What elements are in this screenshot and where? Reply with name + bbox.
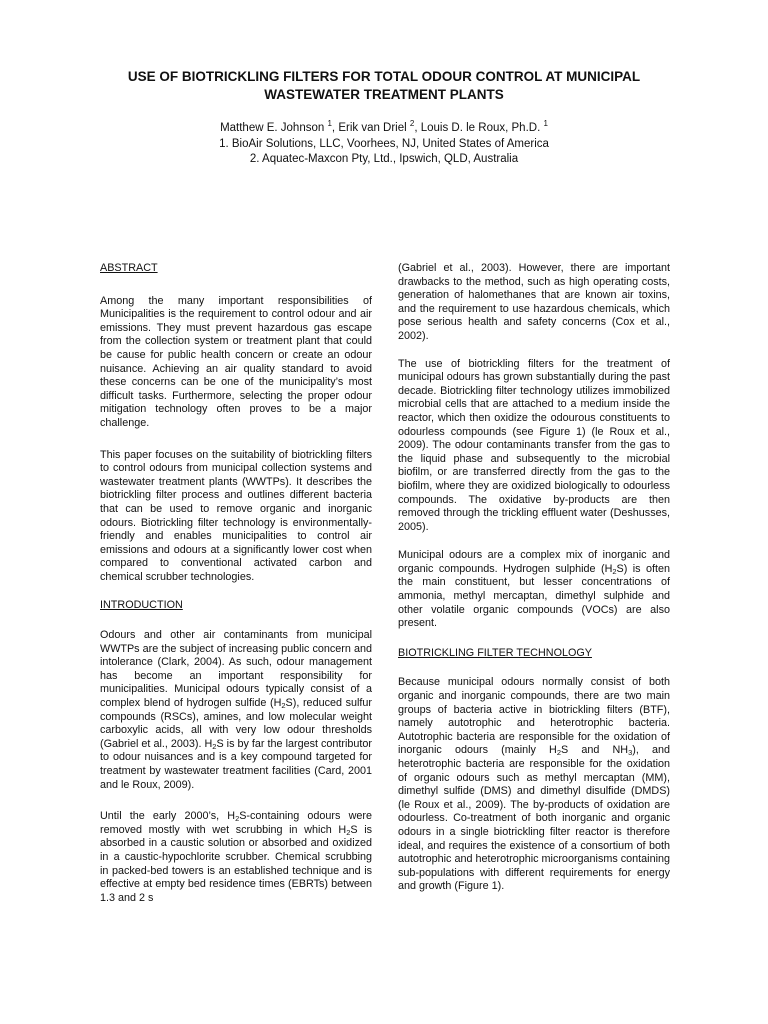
subscript: 3: [628, 748, 633, 758]
text-segment: Municipal odours are a complex mix of inorganic and organic compounds. Hydrogen sulphide (H: [398, 549, 670, 575]
body-paragraph: The use of biotrickling filters for the treatment of municipal odours has grown substantially during the past decade. Biotrickling filter technology utilizes immobilized microbial cells that are attached to a medium inside the reactor, which then oxidize the odourous constituents to odourless compounds (see Figure 1) (le Roux et al., 2009). The odour contaminants transfer from the gas to the liquid phase and subsequently to the microbial biofilm, or are transferred directly from the gas to the biofilm, where they are oxidized biologically to odourless compounds. The oxidative by-products are then removed through the trickling effluent water (Deshusses, 2005).: [398, 357, 670, 533]
abstract-heading: ABSTRACT: [100, 262, 158, 274]
affiliation-mark: 2: [409, 119, 415, 128]
title-line-2: WASTEWATER TREATMENT PLANTS: [264, 87, 504, 102]
left-column: [100, 262, 372, 905]
introduction-paragraph: [100, 629, 372, 792]
subscript: 2: [212, 741, 217, 751]
author-separator: ,: [331, 122, 339, 134]
abstract-paragraph: Among the many important responsibilities of Municipalities is the requirement to control odour and air emissions. They must prevent hazardous gas escape from the collection system or treatment plant that could be cause for public health concern or create an odour nuisance. Achieving an air quality standard to avoid these concerns can be one of the municipality’s most difficult tasks. Furthermore, selecting the proper odour mitigation technology often proves to be a major challenge.: [100, 294, 372, 429]
paper-title: [80, 68, 688, 104]
subscript: 2: [612, 566, 617, 576]
text-segment: S), reduced sulfur compounds (RSCs), amines, and low molecular weight carboxylic acids, all with very low odour thresholds (Gabriel et al., 2003). H: [100, 697, 373, 750]
subscript: 2: [281, 701, 286, 711]
author-name: Matthew E. Johnson: [220, 122, 325, 134]
biotrickling-heading: BIOTRICKLING FILTER TECHNOLOGY: [398, 646, 592, 659]
text-segment: S and NH: [561, 744, 629, 757]
text-segment: ), and heterotrophic bacteria are responsible for the oxidation of organic odours such as methyl mercaptan (MM), dimethyl sulfide (DMS) and dimethyl disulfide (DMDS) (le Roux et al., 2009). The by-products of oxidation are odourless. Co-treatment of both inorganic and organic odours in a single biotrickling filter reactor is therefore ideal, and requires the existence of a consortium of both autotrophic and heterotrophic microorganisms containing sub-populations with different requirements for energy and growth (Figure 1).: [398, 744, 671, 893]
right-column: [398, 262, 670, 894]
text-segment: Odours and other air contaminants from municipal WWTPs are the subject of increasing public concern and intolerance (Clark, 2004). As such, odour management has become an important responsibility for municipalities. Municipal odours typically consist of a complex blend of hydrogen sulfide (H: [100, 629, 372, 710]
text-segment: Until the early 2000’s, H: [100, 810, 236, 823]
introduction-heading: INTRODUCTION: [100, 599, 183, 612]
text-segment: S is by far the largest contributor to odour nuisances and is a key compound targeted for treatment by wastewater treatment facilities (Card, 2001 and le Roux, 2009).: [100, 737, 372, 791]
text-segment: S is absorbed in a caustic solution or absorbed and oxidized in a caustic-hypochlorite scrubber. Chemical scrubbing in packed-bed towers is an established technique and is effective at empty bed residence times (EBRTs) between 1.3 and 2 s: [100, 823, 372, 904]
body-paragraph: [398, 676, 670, 894]
author-name: Louis D. le Roux, Ph.D.: [420, 122, 541, 134]
text-segment: S-containing odours were removed mostly with wet scrubbing in which H: [100, 810, 372, 836]
subscript: 2: [346, 827, 351, 837]
author-block: [60, 121, 708, 168]
author-separator: ,: [414, 122, 421, 134]
affiliation-1: 1. BioAir Solutions, LLC, Voorhees, NJ, United States of America: [219, 137, 549, 150]
subscript: 2: [235, 814, 240, 824]
author-name: Erik van Driel: [338, 122, 407, 134]
title-line-1: USE OF BIOTRICKLING FILTERS FOR TOTAL ODOUR CONTROL AT MUNICIPAL: [127, 69, 641, 84]
text-segment: S) is often the main constituent, but lesser concentrations of ammonia, methyl mercaptan, dimethyl sulphide and other volatile organic compounds (VOCs) are also present.: [398, 562, 671, 630]
affiliation-mark: 1: [327, 119, 332, 128]
author-list: [60, 121, 708, 137]
text-segment: Because municipal odours normally consist of both organic and inorganic compounds, there are two main groups of bacteria active in biotrickling filters (BTF), namely autotrophic and heterotrophic bacteria. Autotrophic bacteria are responsible for the oxidation of inorganic odours (mainly H: [398, 676, 670, 757]
body-paragraph: [398, 549, 670, 631]
body-paragraph: (Gabriel et al., 2003). However, there are important drawbacks to the method, such as high operating costs, generation of halomethanes that are known air toxins, and the requirement to use hazardous chemicals, which pose serious health and safety concerns (Cox et al., 2002).: [398, 262, 670, 342]
introduction-paragraph: [100, 810, 372, 905]
affiliation-mark: 1: [543, 119, 548, 128]
subscript: 2: [556, 748, 561, 758]
affiliation-2: 2. Aquatec-Maxcon Pty, Ltd., Ipswich, QLD, Australia: [249, 153, 519, 165]
abstract-paragraph: This paper focuses on the suitability of biotrickling filters to control odours from municipal collection systems and wastewater treatment plants (WWTPs). It describes the biotrickling filter process and outlines different bacteria that can be used to remove organic and inorganic odours. Biotrickling filter technology is environmentally-friendly and enables municipalities to control air emissions and odours at a significantly lower cost when compared to conventional activated carbon and chemical scrubber technologies.: [100, 448, 372, 583]
